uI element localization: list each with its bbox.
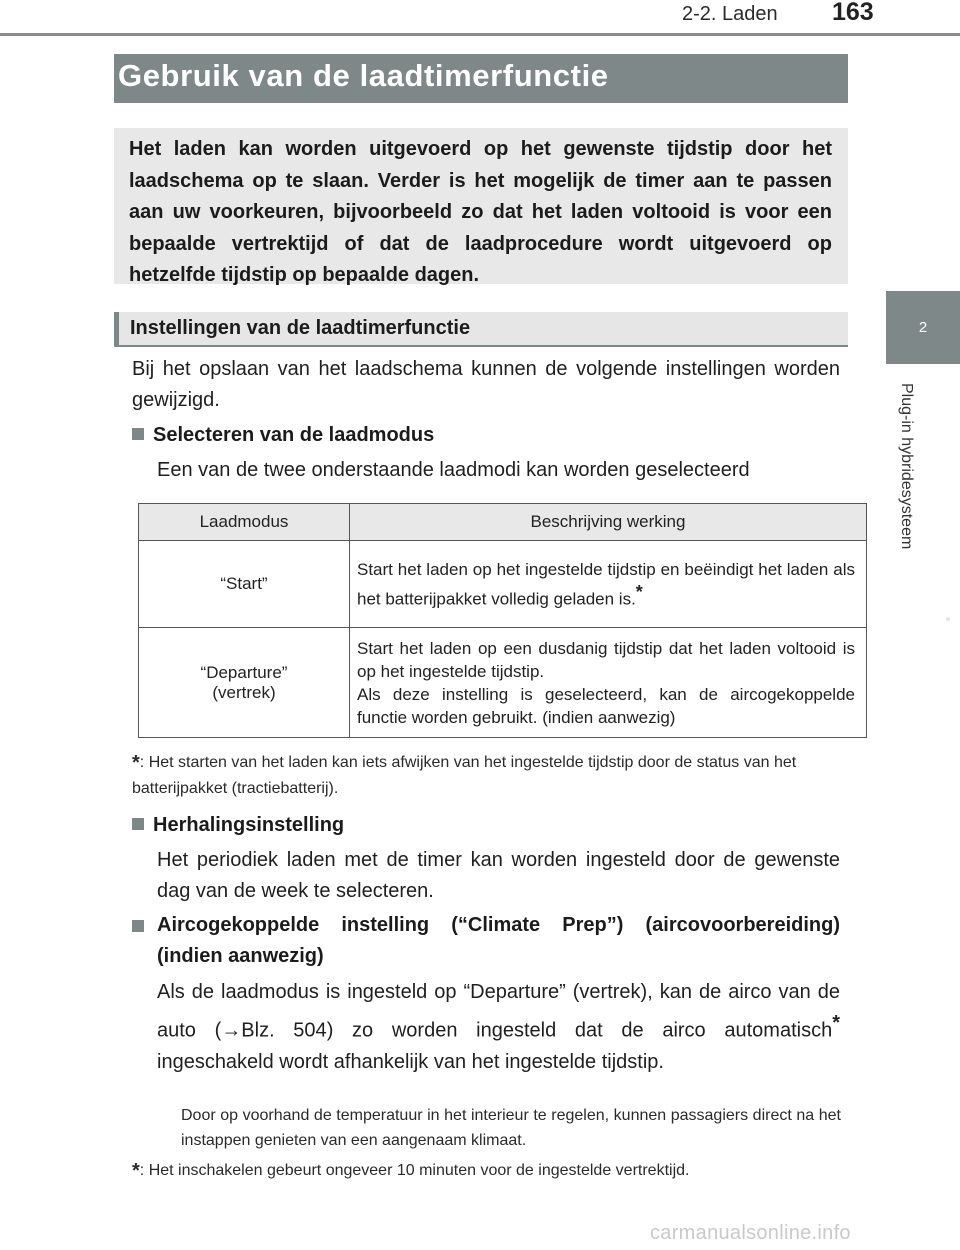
footnote-marker: * [635,581,643,602]
arrow-icon: → [221,1019,242,1042]
table-cell-mode [139,541,350,628]
page-number: 163 [832,0,874,26]
footnote-text: : Het inschakelen gebeurt ongeveer 10 minuten voor de ingestelde vertrektijd. [139,1162,690,1179]
repeat-heading-text: Herhalingsinstelling [153,814,345,836]
square-bullet-icon [132,920,144,932]
climate-note: Door op voorhand de temperatuur in het interieur te regelen, kunnen passagiers direct na het instappen genieten van een aangenaam klimaat. [181,1107,841,1149]
subsection-title: Instellingen van de laadtimerfunctie [130,317,471,339]
mode-description: Start het laden op een dusdanig tijdstip dat het laden voltooid is op het ingestelde tijdstip. [357,638,855,681]
page-reference-link[interactable]: Blz. 504 [241,1019,327,1042]
chapter-tab [886,291,960,364]
mode-heading-text: Selecteren van de laadmodus [153,424,435,446]
intro-text: Het laden kan worden uitgevoerd op het gewenste tijdstip door het laadschema op te slaan. Verder is het mogelijk de timer aan te passen aan uw voorkeuren, bijvoorbeeld zo dat het laden voltooid is voor een bepaalde vertrektijd of dat de laadprocedure wordt uitgevoerd op hetzelfde tijdstip op bepaalde dagen. [129,138,832,287]
square-bullet-icon [132,428,144,440]
repeat-heading [132,810,840,841]
subsection-heading [114,312,848,347]
settings-intro: Bij het opslaan van het laadschema kunnen de volgende instellingen worden gewijzigd. [132,358,840,411]
watermark: carmanualsonline.info [650,1222,851,1244]
footnote-marker: * [832,1012,840,1034]
header-rule [0,33,960,36]
chapter-title-vertical [898,383,937,613]
repeat-text: Het periodiek laden met de timer kan worden ingesteld door de gewenste dag van de week te selecteren. [157,849,840,902]
table-header-row [139,504,867,541]
mode-name-translation: (vertrek) [212,682,276,702]
climate-heading [132,910,840,972]
square-bullet-icon [132,818,144,830]
mode-heading [132,420,840,451]
title-bar [114,54,848,103]
mode-text: Een van de twee onderstaande laadmodi kan worden geselecteerd [157,459,750,481]
table-row [139,541,867,628]
climate-text [157,977,840,1078]
footnote [132,1158,844,1184]
intro-box [114,128,848,287]
mode-table [138,503,867,738]
climate-text-part: ) zo worden ingesteld dat de airco automatisch [326,1019,833,1042]
table-row [139,628,867,738]
mode-description: Start het laden op het ingestelde tijdstip en beëindigt het laden als het batterijpakket volledig geladen is. [357,559,855,609]
chapter-title: Plug-in hybridesysteem [898,383,915,550]
climate-text-part: ingeschakeld wordt afhankelijk van het ingestelde tijdstip. [157,1050,664,1073]
chapter-number: 2 [918,319,928,336]
footnote-marker: * [132,752,140,774]
footnote-marker: * [132,1160,140,1182]
footnote-text: : Het starten van het laden kan iets afwijken van het ingestelde tijdstip door de status van het batterijpakket (tractiebatterij). [132,754,797,797]
table-cell-description [350,628,867,738]
climate-heading-text: Aircogekoppelde instelling (“Climate Prep”) (aircovoorbereiding) (indien aanwezig) [157,914,840,967]
heading-accent-bar [114,312,119,347]
table-header-cell: Laadmodus [139,504,350,541]
mode-name: “Departure” [200,662,288,682]
page-title: Gebruik van de laadtimerfunctie [118,58,609,93]
side-mark [946,617,950,621]
table-cell-description [350,541,867,628]
mode-description-extra: Als deze instelling is geselecteerd, kan de aircogekoppelde functie worden gebruikt. (indien aanwezig) [357,684,855,727]
climate-text-part: Als de laadmodus is ingesteld op “Departure” (vertrek), kan de airco van de auto ( [157,981,840,1042]
section-name: 2-2. Laden [682,3,778,25]
table-header-cell: Beschrijving werking [350,504,867,541]
table-cell-mode [139,628,350,738]
mode-name: “Start” [220,574,268,593]
footnote [132,750,844,801]
